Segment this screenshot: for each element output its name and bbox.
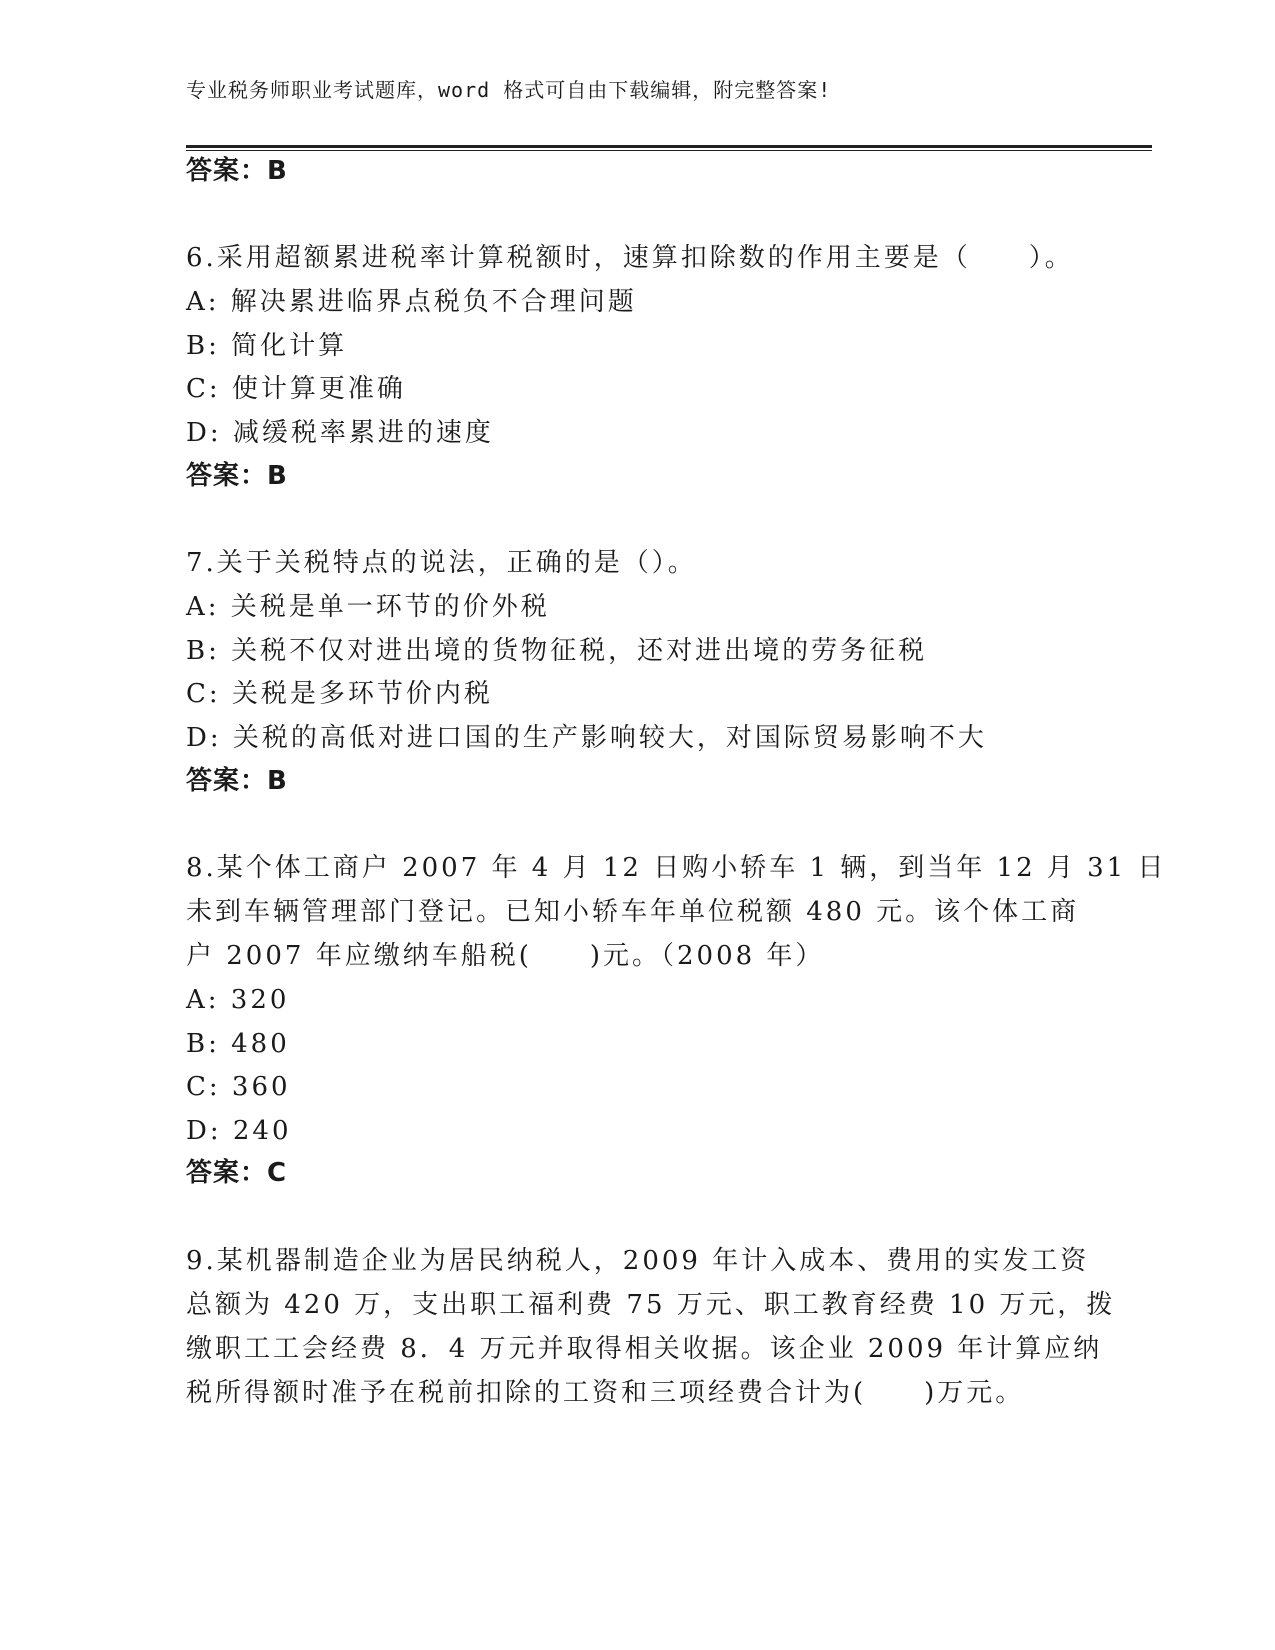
question-9-stem-line-1: 9.某机器制造企业为居民纳税人，2009 年计入成本、费用的实发工资 (186, 1246, 1090, 1276)
question-6-stem: 6.采用超额累进税率计算税额时，速算扣除数的作用主要是（ ）。 (186, 243, 1074, 273)
header-divider (186, 145, 1152, 148)
question-9-stem-line-4: 税所得额时准予在税前扣除的工资和三项经费合计为( )万元。 (186, 1378, 1025, 1408)
question-9-stem-line-2: 总额为 420 万，支出职工福利费 75 万元、职工教育经费 10 万元，拨 (186, 1290, 1116, 1320)
question-6-answer: 答案：B (186, 461, 288, 491)
question-6-option-b: B: 简化计算 (186, 331, 348, 361)
question-8-stem-line-2: 未到车辆管理部门登记。已知小轿车年单位税额 480 元。该个体工商 (186, 897, 1080, 927)
question-8-answer: 答案：C (186, 1158, 288, 1188)
previous-answer: 答案：B (186, 156, 288, 186)
page-header-note: 专业税务师职业考试题库，word 格式可自由下载编辑，附完整答案! (186, 78, 832, 102)
question-8-option-c: C: 360 (186, 1072, 291, 1102)
question-9-stem-line-3: 缴职工工会经费 8．4 万元并取得相关收据。该企业 2009 年计算应纳 (186, 1334, 1103, 1364)
question-8-option-d: D: 240 (186, 1116, 292, 1146)
question-8-stem-line-3: 户 2007 年应缴纳车船税( )元。（2008 年） (186, 941, 825, 971)
question-6-option-c: C: 使计算更准确 (186, 374, 406, 404)
question-8-option-a: A: 320 (186, 985, 290, 1015)
question-7-option-c: C: 关税是多环节价内税 (186, 679, 493, 709)
question-7-option-b: B: 关税不仅对进出境的货物征税，还对进出境的劳务征税 (186, 636, 928, 666)
header-divider-thin (186, 150, 1152, 151)
question-8-option-b: B: 480 (186, 1029, 290, 1059)
question-6-option-a: A: 解决累进临界点税负不合理问题 (186, 287, 637, 317)
question-7-option-d: D: 关税的高低对进口国的生产影响较大，对国际贸易影响不大 (186, 723, 987, 753)
question-6-option-d: D: 减缓税率累进的速度 (186, 418, 494, 448)
question-8-stem-line-1: 8.某个体工商户 2007 年 4 月 12 日购小轿车 1 辆，到当年 12 月 31 日 (186, 853, 1167, 883)
question-7-stem: 7.关于关税特点的说法，正确的是（）。 (186, 548, 697, 578)
question-7-option-a: A: 关税是单一环节的价外税 (186, 592, 550, 622)
question-7-answer: 答案：B (186, 766, 288, 796)
